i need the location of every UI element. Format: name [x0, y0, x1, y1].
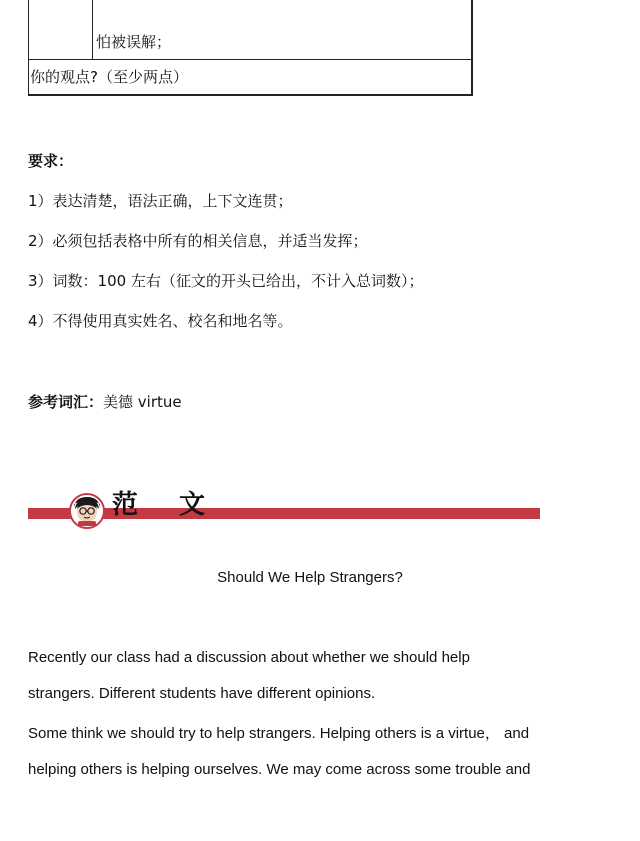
vocabulary-label: 参考词汇： — [28, 393, 104, 411]
essay-line-2: strangers. Different students have different opinions. — [28, 685, 376, 702]
info-table — [28, 0, 473, 96]
essay-line-3: Some think we should try to help strangers. Helping others is a virtue， and — [28, 725, 530, 742]
requirement-item-4: 4）不得使用真实姓名、校名和地名等。 — [28, 312, 293, 330]
requirements-heading: 要求： — [28, 152, 74, 170]
vocabulary-value: 美德 virtue — [103, 393, 182, 411]
essay-line-4: helping others is helping ourselves. We may come across some trouble and — [28, 761, 531, 778]
section-title: 范 文 — [112, 490, 222, 520]
table-cell-misunderstood: 怕被误解； — [96, 33, 172, 51]
essay-title: Should We Help Strangers? — [217, 569, 403, 586]
essay-line-1: Recently our class had a discussion about whether we should help — [28, 649, 470, 666]
requirement-item-3: 3）词数：100 左右（征文的开头已给出，不计入总词数）； — [28, 272, 424, 290]
requirement-item-2: 2）必须包括表格中所有的相关信息，并适当发挥； — [28, 232, 368, 250]
teacher-avatar-icon — [69, 493, 105, 529]
vocabulary-line — [28, 392, 182, 412]
table-cell-your-opinion: 你的观点?（至少两点） — [30, 68, 188, 86]
table-column-divider — [92, 0, 93, 59]
table-row-divider — [29, 59, 471, 60]
requirement-item-1: 1）表达清楚，语法正确，上下文连贯； — [28, 192, 293, 210]
